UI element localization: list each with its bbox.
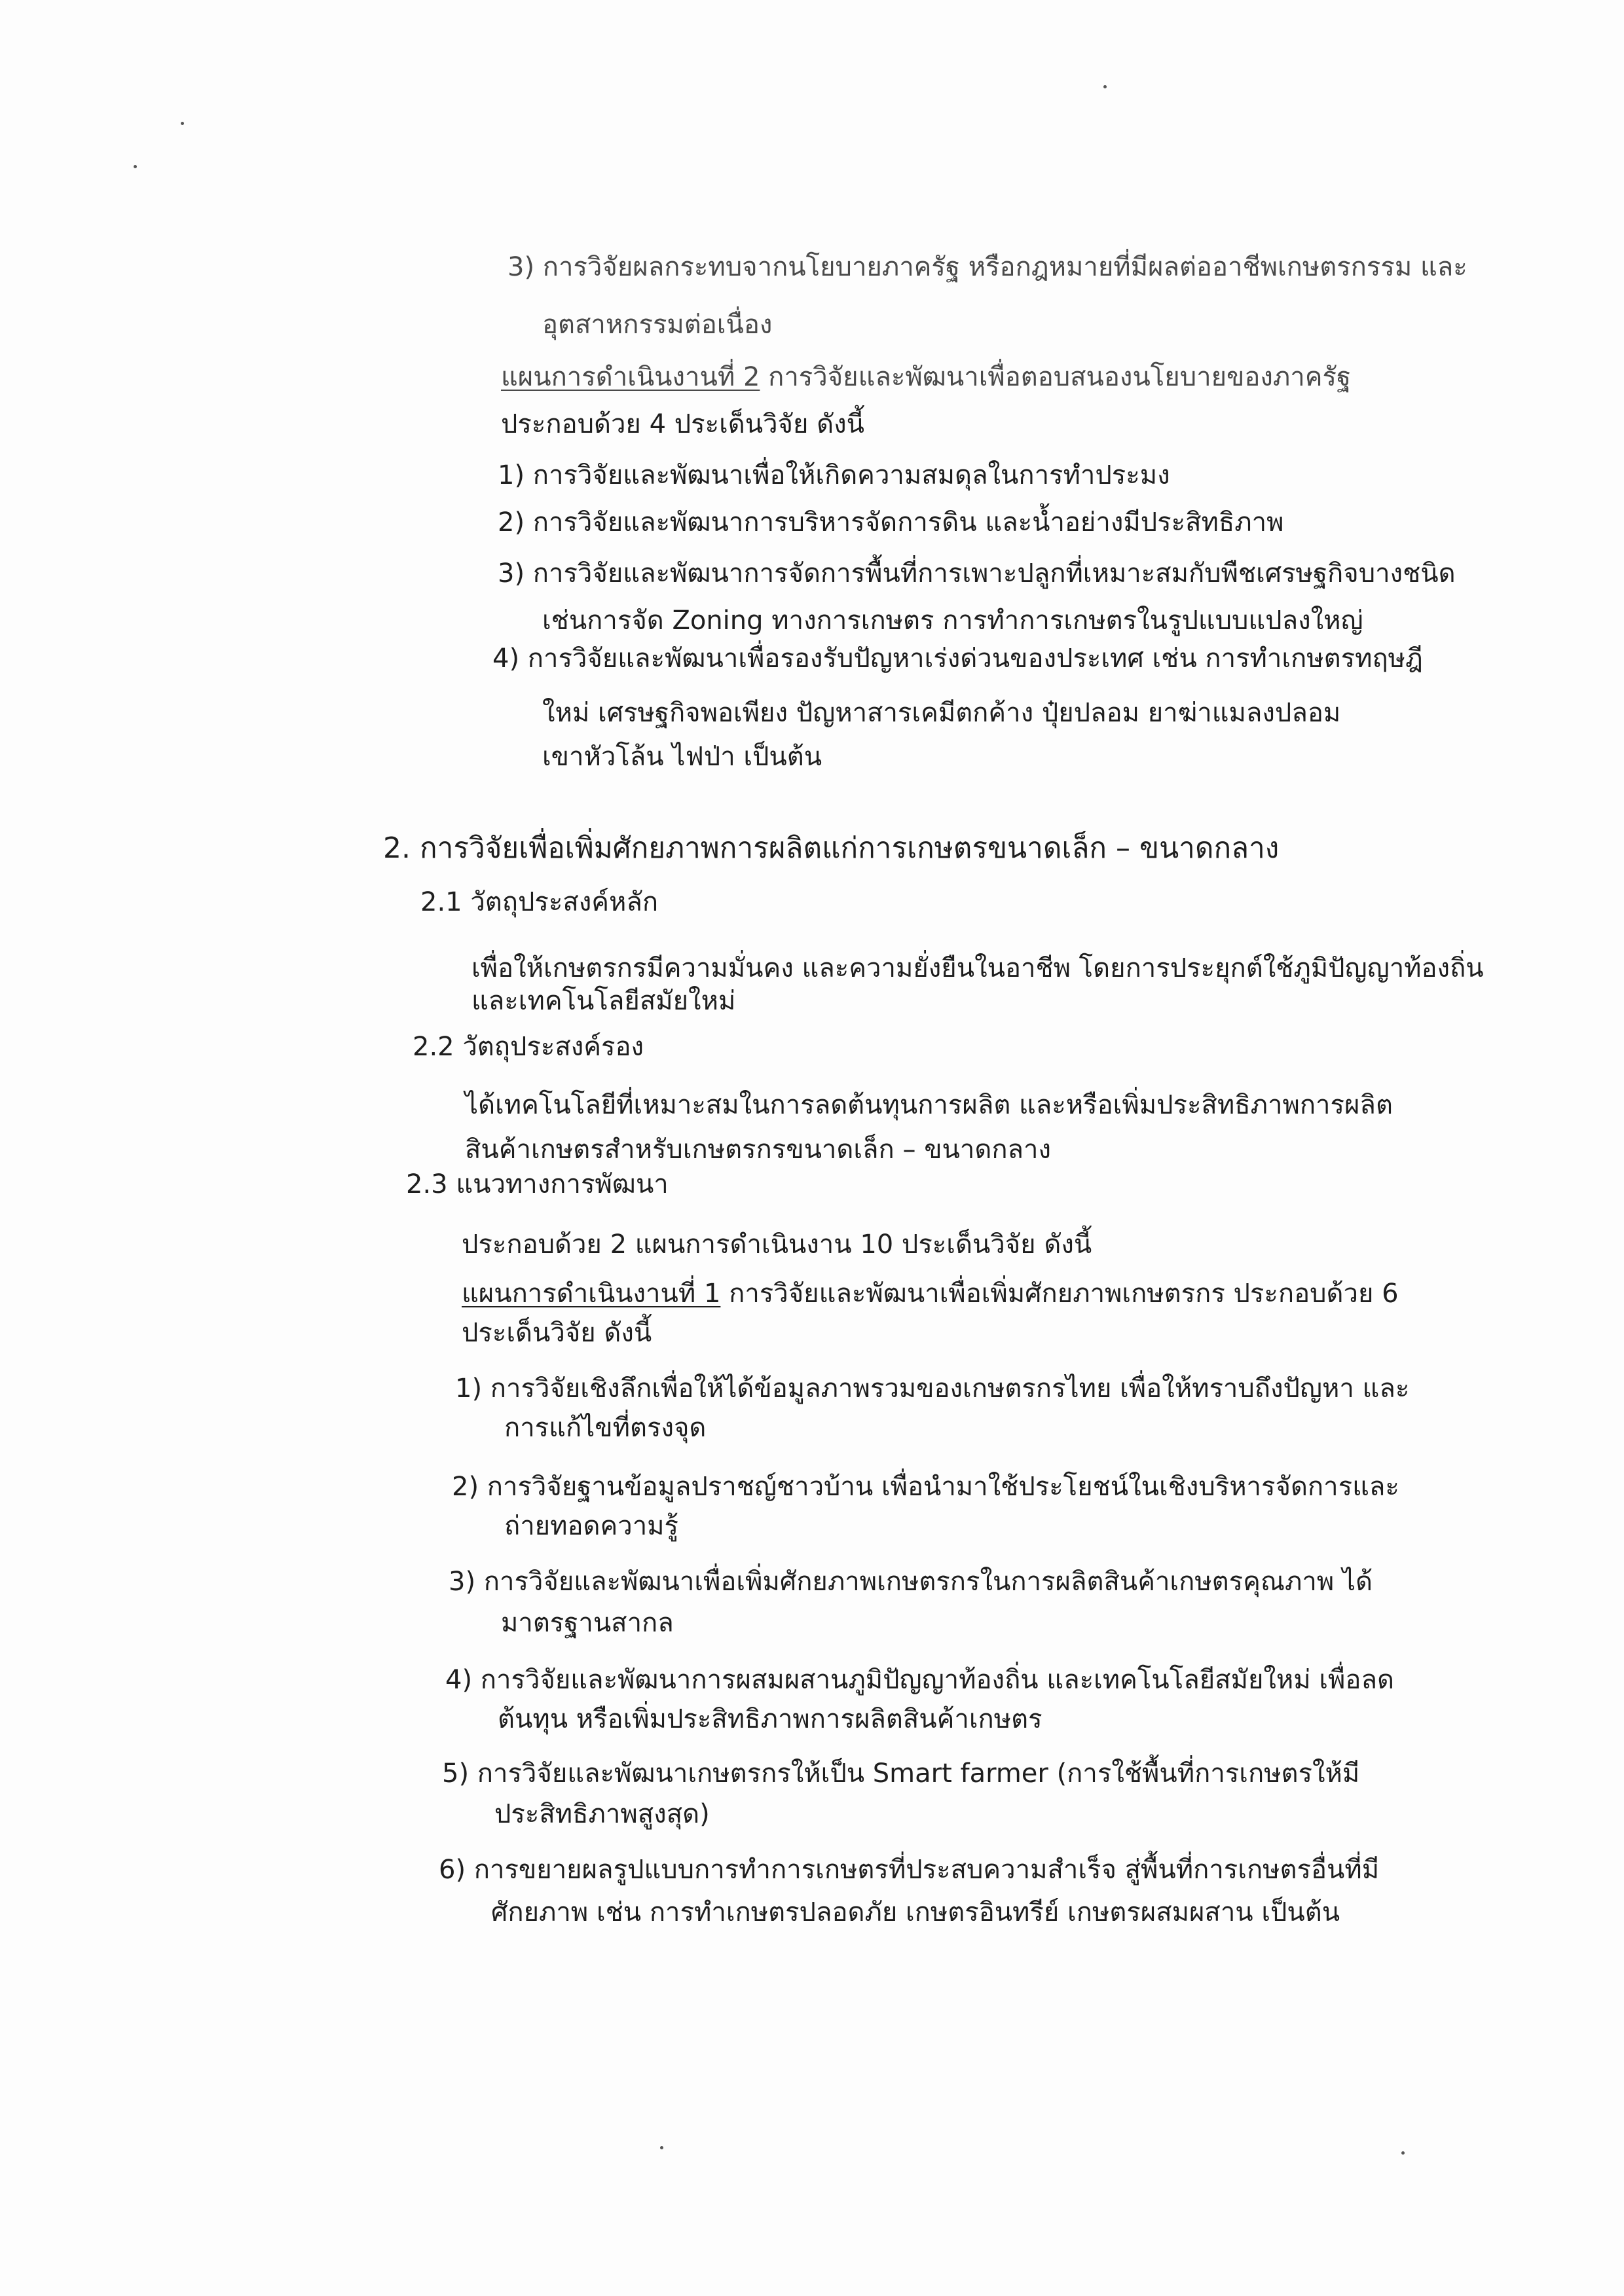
plan-2-item-3-line1: 3) การวิจัยและพัฒนาการจัดการพื้นที่การเพาะปลูกที่เหมาะสมกับพืชเศรษฐกิจบางชนิด: [498, 558, 1456, 589]
plan-2-item-3-line2: เช่นการจัด Zoning ทางการเกษตร การทำการเกษตรในรูปแบบแปลงใหญ่: [542, 606, 1363, 636]
plan-2-item-4-line2: ใหม่ เศรษฐกิจพอเพียง ปัญหาสารเคมีตกค้าง ปุ๋ยปลอม ยาฆ่าแมลงปลอม: [542, 698, 1341, 728]
section-2-3-heading: 2.3 แนวทางการพัฒนา: [406, 1169, 669, 1199]
plan-1-item-6-line1: 6) การขยายผลรูปแบบการทำการเกษตรที่ประสบความสำเร็จ สู่พื้นที่การเกษตรอื่นที่มี: [439, 1855, 1380, 1885]
section-2-3-text: ประกอบด้วย 2 แผนการดำเนินงาน 10 ประเด็นวิจัย ดังนี้: [462, 1230, 1092, 1260]
plan-1-item-5-line1: 5) การวิจัยและพัฒนาเกษตรกรให้เป็น Smart farmer (การใช้พื้นที่การเกษตรให้มี: [442, 1758, 1360, 1789]
plan-2-label: แผนการดำเนินงานที่ 2: [501, 362, 760, 392]
policy-impact-item-line2: อุตสาหกรรมต่อเนื่อง: [542, 310, 773, 340]
section-2-2-text-line1: ได้เทคโนโลยีที่เหมาะสมในการลดต้นทุนการผลิต และหรือเพิ่มประสิทธิภาพการผลิต: [465, 1090, 1393, 1120]
plan-1-label: แผนการดำเนินงานที่ 1: [462, 1279, 721, 1309]
plan-2-title: การวิจัยและพัฒนาเพื่อตอบสนองนโยบายของภาครัฐ: [760, 362, 1352, 392]
plan-1-item-3-line1: 3) การวิจัยและพัฒนาเพื่อเพิ่มศักยภาพเกษตรกรในการผลิตสินค้าเกษตรคุณภาพ ได้: [449, 1567, 1373, 1597]
plan-2-item-2: 2) การวิจัยและพัฒนาการบริหารจัดการดิน และน้ำอย่างมีประสิทธิภาพ: [498, 507, 1284, 538]
plan-1-item-2-line2: ถ่ายทอดความรู้: [504, 1511, 679, 1541]
section-2-1-heading: 2.1 วัตถุประสงค์หลัก: [420, 887, 659, 917]
plan-2-item-4-line1: 4) การวิจัยและพัฒนาเพื่อรองรับปัญหาเร่งด่วนของประเทศ เช่น การทำเกษตรทฤษฎี: [492, 644, 1423, 674]
scan-speck: [134, 165, 137, 168]
plan-1-subtitle: ประเด็นวิจัย ดังนี้: [462, 1318, 652, 1348]
plan-1-item-1-line2: การแก้ไขที่ตรงจุด: [504, 1413, 707, 1443]
plan-1-item-1-line1: 1) การวิจัยเชิงลึกเพื่อให้ได้ข้อมูลภาพรวมของเกษตรกรไทย เพื่อให้ทราบถึงปัญหา และ: [455, 1374, 1410, 1404]
plan-2-heading: [501, 360, 1351, 394]
plan-1-title: การวิจัยและพัฒนาเพื่อเพิ่มศักยภาพเกษตรกร ประกอบด้วย 6: [720, 1279, 1399, 1309]
plan-1-heading: [462, 1277, 1399, 1311]
plan-1-item-4-line1: 4) การวิจัยและพัฒนาการผสมผสานภูมิปัญญาท้องถิ่น และเทคโนโลยีสมัยใหม่ เพื่อลด: [445, 1665, 1394, 1695]
plan-1-item-3-line2: มาตรฐานสากล: [501, 1608, 674, 1638]
plan-2-subtitle: ประกอบด้วย 4 ประเด็นวิจัย ดังนี้: [501, 409, 864, 439]
policy-impact-item-line1: 3) การวิจัยผลกระทบจากนโยบายภาครัฐ หรือกฎหมายที่มีผลต่ออาชีพเกษตรกรรม และ: [507, 252, 1467, 282]
scan-speck: [1103, 85, 1107, 88]
plan-2-item-1: 1) การวิจัยและพัฒนาเพื่อให้เกิดความสมดุลในการทำประมง: [498, 460, 1170, 490]
plan-1-item-5-line2: ประสิทธิภาพสูงสุด): [494, 1799, 710, 1829]
scan-speck: [660, 2146, 663, 2149]
section-2-1-text-line1: เพื่อให้เกษตรกรมีความมั่นคง และความยั่งยืนในอาชีพ โดยการประยุกต์ใช้ภูมิปัญญาท้องถิ่น: [471, 953, 1484, 983]
plan-1-item-6-line2: ศักยภาพ เช่น การทำเกษตรปลอดภัย เกษตรอินทรีย์ เกษตรผสมผสาน เป็นต้น: [491, 1897, 1340, 1927]
plan-1-item-2-line1: 2) การวิจัยฐานข้อมูลปราชญ์ชาวบ้าน เพื่อนำมาใช้ประโยชน์ในเชิงบริหารจัดการและ: [452, 1472, 1399, 1502]
section-2-2-heading: 2.2 วัตถุประสงค์รอง: [413, 1032, 644, 1062]
section-2-heading: 2. การวิจัยเพื่อเพิ่มศักยภาพการผลิตแก่การเกษตรขนาดเล็ก – ขนาดกลาง: [383, 831, 1280, 865]
section-2-1-text-line2: และเทคโนโลยีสมัยใหม่: [471, 986, 736, 1016]
section-2-2-text-line2: สินค้าเกษตรสำหรับเกษตรกรขนาดเล็ก – ขนาดกลาง: [465, 1135, 1052, 1165]
scan-speck: [1401, 2151, 1405, 2155]
plan-2-item-4-line3: เขาหัวโล้น ไฟป่า เป็นต้น: [542, 742, 822, 772]
scan-speck: [181, 122, 184, 125]
plan-1-item-4-line2: ต้นทุน หรือเพิ่มประสิทธิภาพการผลิตสินค้าเกษตร: [498, 1704, 1043, 1734]
